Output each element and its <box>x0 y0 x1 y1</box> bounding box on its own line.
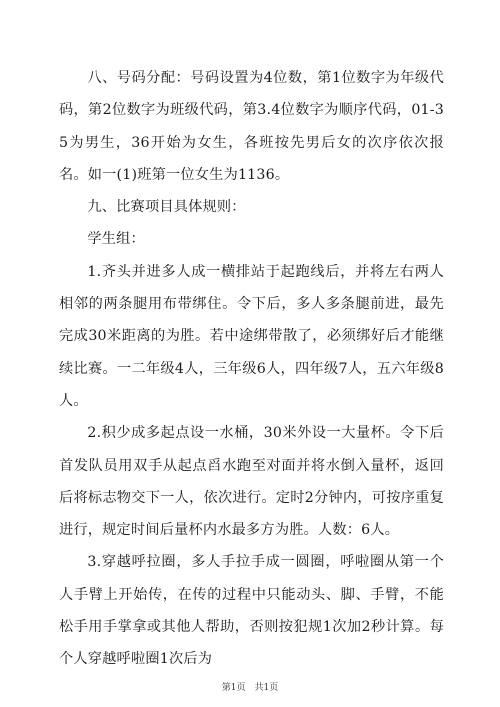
paragraph-rule-2: 2.积少成多起点设一水桶，30米外设一大量杯。令下后首发队员用双手从起点舀水跑至对面并将水倒入量杯，返回后将标志物交下一人，依次进行。定时2分钟内，可按序重复进行，规定时间后量杯内水最多方为胜。人数：6人。 <box>59 425 444 539</box>
paragraph-student-group: 学生组： <box>87 231 145 248</box>
paragraph-rule-3: 3.穿越呼拉圈，多人手拉手成一圆圈，呼啦圈从第一个人手臂上开始传，在传的过程中只能动头、脚、手臂，不能松手用手掌拿或其他人帮助，否则按犯规1次加2秒计算。每个人穿越呼啦圈1次后为 <box>59 554 444 668</box>
paragraph-rules-heading: 九、比赛项目具体规则： <box>87 199 246 216</box>
document-body <box>59 62 444 676</box>
page-footer: 第1页 共1页 <box>221 683 279 693</box>
paragraph-rule-1: 1.齐头并进多人成一横排站于起跑线后，并将左右两人相邻的两条腿用布带绑住。令下后，多人多条腿前进，最先完成30米距离的为胜。若中途绑带散了，必须绑好后才能继续比赛。一二年级4人，三年级6人，四年级7人，五六年级8人。 <box>59 263 444 409</box>
paragraph-number-assignment: 八、号码分配：号码设置为4位数，第1位数字为年级代码，第2位数字为班级代码，第3.4位数字为顺序代码，01-35为男生，36开始为女生，各班按先男后女的次序依次报名。如一(1)班第一位女生为1136。 <box>59 70 444 183</box>
